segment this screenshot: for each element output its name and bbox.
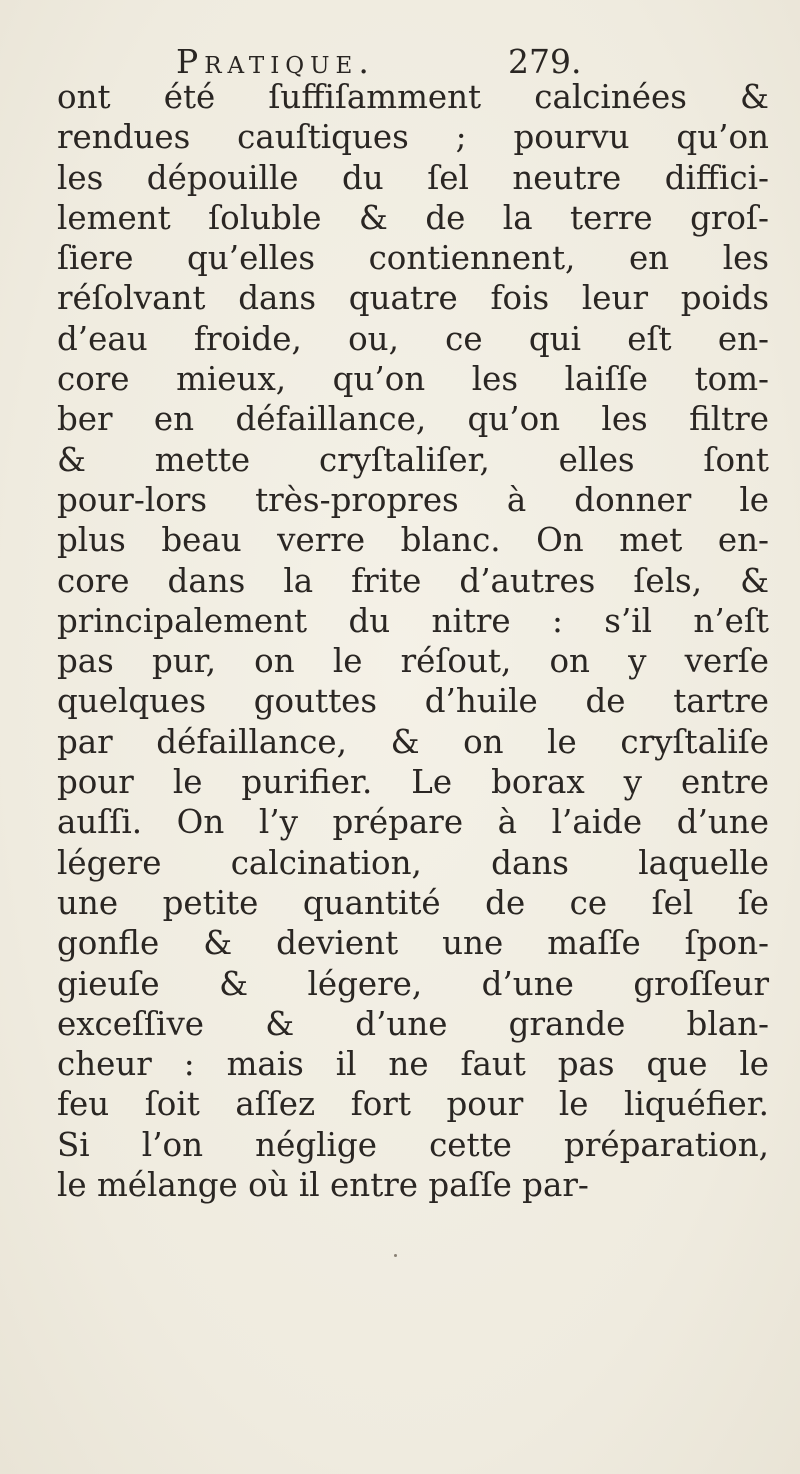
text-line: exceſſive & d’une grande blan- (57, 1004, 769, 1043)
text-line: cheur : mais il ne faut pas que le (57, 1045, 769, 1084)
page-number: 279. (508, 42, 582, 81)
text-line: par défaillance, & on le cryſtaliſe (57, 722, 769, 761)
text-line: d’eau froide, ou, ce qui eſt en- (57, 319, 769, 358)
paper-speck (394, 1254, 397, 1257)
text-line: légere calcination, dans laquelle (57, 843, 769, 882)
body-text (57, 77, 769, 1205)
text-line: ont été ſuffiſamment calcinées & (57, 78, 769, 116)
text-line: pour le purifier. Le borax y entre (57, 763, 769, 802)
text-line: core dans la frite d’autres ſels, & (57, 561, 769, 600)
text-line: ber en défaillance, qu’on les filtre (57, 400, 769, 439)
text-line: core mieux, qu’on les laiſſe tom- (57, 360, 769, 399)
text-line: une petite quantité de ce ſel ſe (57, 883, 769, 922)
text-line: gieuſe & légere, d’une groſſeur (57, 964, 769, 1003)
text-line: plus beau verre blanc. On met en- (57, 521, 769, 560)
text-line: pas pur, on le réſout, on y verſe (57, 642, 769, 681)
text-line: pour-lors très-propres à donner le (57, 480, 769, 519)
text-line: lement ſoluble & de la terre groſ- (57, 198, 769, 237)
text-line: auſſi. On l’y prépare à l’aide d’une (57, 803, 769, 842)
text-line: quelques gouttes d’huile de tartre (57, 682, 769, 721)
text-line: rendues cauſtiques ; pourvu qu’on (57, 118, 769, 157)
text-line: le mélange où il entre paſſe par- (57, 1166, 589, 1205)
text-line: les dépouille du ſel neutre diffici- (57, 158, 769, 197)
text-line: principalement du nitre : s’il n’eſt (57, 601, 769, 640)
text-line: feu ſoit aſſez fort pour le liquéfier. (57, 1085, 769, 1124)
text-line: ſiere qu’elles contiennent, en les (57, 239, 769, 278)
text-line: gonfle & devient une maſſe ſpon- (57, 924, 769, 963)
text-line: Si l’on néglige cette préparation, (57, 1125, 769, 1164)
text-line: & mette cryſtaliſer, elles ſont (57, 440, 769, 479)
text-line: réſolvant dans quatre fois leur poids (57, 279, 769, 318)
running-title: Pratique. (176, 42, 375, 81)
